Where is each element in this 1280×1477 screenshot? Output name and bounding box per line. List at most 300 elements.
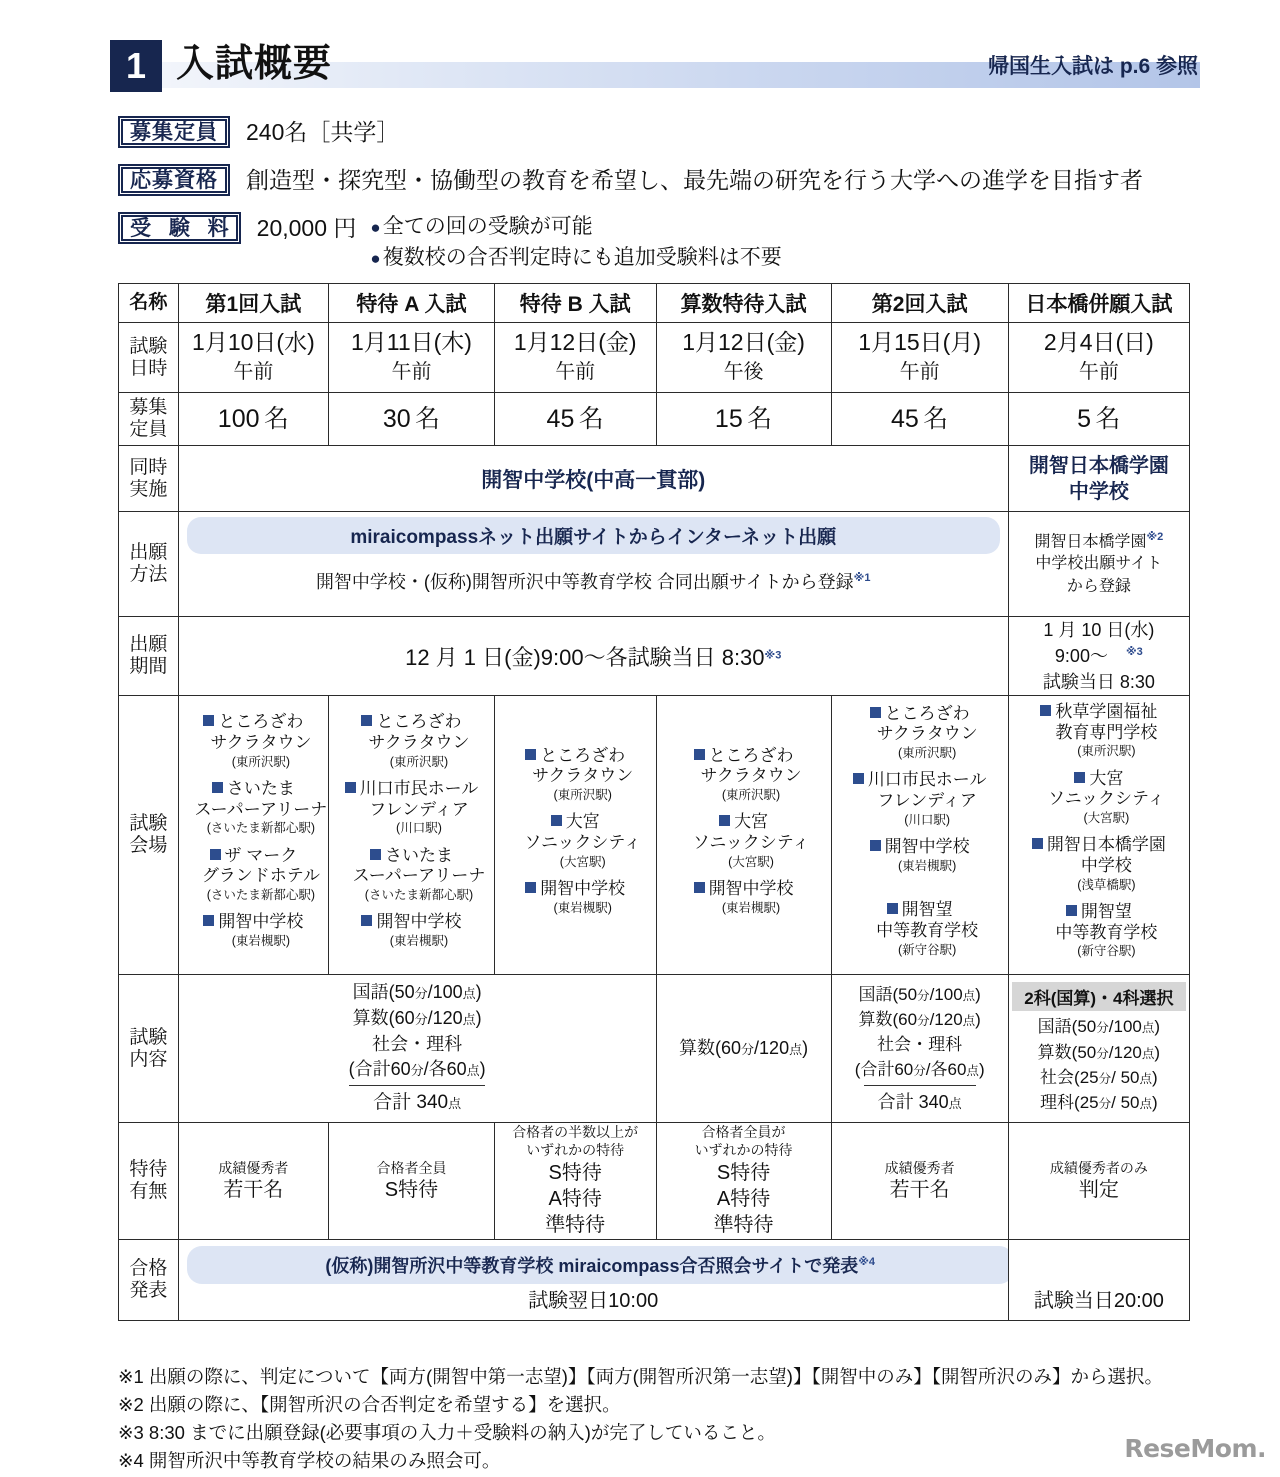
subject-name: 社会: [1040, 1067, 1075, 1087]
method-nb-superscript: ※2: [1146, 530, 1164, 543]
subject-detail: (50: [1071, 1042, 1097, 1062]
scholarship-caption: 合格者全員が: [701, 1124, 786, 1141]
venue-name-text: 秋草学園福祉: [1055, 701, 1158, 721]
subject-score: /100: [929, 984, 963, 1004]
square-bullet-icon: [210, 849, 221, 860]
column-header-exam-4: 算数特待入試: [656, 284, 831, 323]
summary-row-eligibility: [118, 164, 1143, 196]
venue-station: (東所沢駅): [553, 788, 612, 803]
subject-score: /120: [1108, 1042, 1142, 1062]
scholarship-caption: 成績優秀者: [218, 1159, 289, 1176]
scholarship-main: A特待: [716, 1188, 771, 1211]
venue-name-text: ところざわ: [884, 703, 970, 723]
summary-value-capacity: 240名［共学］: [246, 119, 400, 145]
method-nb-line3: から登録: [1066, 577, 1131, 595]
subject-score: /120: [427, 1007, 463, 1028]
square-bullet-icon: [1032, 838, 1043, 849]
venue-item: [657, 746, 831, 804]
square-bullet-icon: [887, 903, 898, 914]
content-line-social-science-detail: [179, 1057, 656, 1083]
simultaneous-school-nb-line2: 中学校: [1068, 480, 1129, 503]
quota-number: 100: [217, 404, 260, 433]
subject-score: /120: [754, 1038, 790, 1058]
venue-station: (大宮駅): [1083, 811, 1130, 826]
subject-score: /100: [427, 982, 463, 1003]
table-row-result: [119, 1239, 1190, 1320]
unit-points: 点: [462, 1011, 476, 1027]
venue-name-line2: サクラタウン: [700, 766, 802, 786]
venue-name-line1: [551, 812, 600, 831]
table-header-row: [119, 284, 1190, 323]
venue-name-text: 川口市民ホール: [867, 770, 987, 790]
column-header-exam-6: 日本橋併願入試: [1008, 284, 1189, 323]
venue-station: (浅草橋駅): [1077, 877, 1136, 892]
scholarship-main: S特待: [716, 1161, 771, 1184]
exam-date: 1月15日(月): [858, 328, 981, 355]
venue-name-line2: 中等教育学校: [876, 920, 979, 940]
venue-name-line1: [694, 746, 794, 765]
venue-name-line2: スーパーアリーナ: [352, 866, 486, 886]
subject-name: 算数: [352, 1007, 389, 1028]
result-main-time: 試験翌日10:00: [528, 1289, 659, 1312]
quota-unit: 名: [923, 404, 949, 433]
fee-bullet-list: [370, 212, 781, 274]
square-bullet-icon: [345, 782, 356, 793]
cell-quota-2: [329, 393, 495, 446]
cell-content-standard-2: [831, 975, 1008, 1123]
venue-name-text: 開智望: [901, 900, 953, 920]
watermark-text: ReseMom.: [1124, 1434, 1266, 1463]
unit-minutes: 分: [913, 1064, 926, 1079]
content-selection-highlight: 2科(国算)・4科選択: [1012, 982, 1186, 1011]
exam-time: 午前: [391, 361, 432, 384]
quota-unit: 名: [415, 404, 441, 433]
venue-station: (東岩槻駅): [897, 858, 957, 873]
subject-score: /100: [1108, 1017, 1142, 1037]
venue-name-line1: [870, 837, 970, 856]
venue-name-text: さいたま: [226, 778, 295, 798]
venue-item: [1009, 835, 1189, 893]
venue-item: [329, 846, 494, 904]
total-text: 合計 340: [373, 1091, 449, 1113]
square-bullet-icon: [694, 749, 705, 760]
venue-name-line1: [1040, 702, 1157, 721]
content-total-standard-2: [864, 1085, 976, 1116]
scholarship-main: 若干名: [223, 1178, 284, 1201]
square-bullet-icon: [870, 707, 881, 718]
cell-venue-5: [831, 696, 1008, 975]
square-bullet-icon: [203, 915, 214, 926]
venue-name-line1: [345, 779, 479, 798]
cell-method-nihonbashi: [1008, 512, 1189, 617]
venue-name-text: 開智中学校: [218, 912, 304, 932]
cell-method-main: [178, 512, 1008, 617]
table-row-period: [119, 617, 1190, 696]
exam-date: 1月12日(金): [513, 328, 637, 355]
square-bullet-icon: [1040, 705, 1051, 716]
venue-name-line2: フレンディア: [877, 791, 977, 811]
content-line-social-science: 社会・理科: [372, 1033, 463, 1054]
content-line-science: [1012, 1090, 1186, 1115]
row-label-quota: 募集 定員: [119, 393, 179, 446]
content-line-japanese: [832, 982, 1008, 1007]
table-row-quota: [119, 393, 1190, 446]
venue-item: [179, 846, 328, 904]
paren-close: ): [978, 1060, 985, 1080]
method-nb-line1: [1009, 530, 1189, 554]
venue-item: [832, 770, 1008, 828]
square-bullet-icon: [719, 815, 730, 826]
square-bullet-icon: [525, 882, 536, 893]
square-bullet-icon: [1066, 905, 1077, 916]
venue-name-text: 大宮: [565, 812, 600, 832]
venue-station: (川口駅): [904, 812, 951, 827]
cell-datetime-4: [656, 323, 831, 393]
page-title: 入試概要: [176, 43, 333, 85]
paren-close: ): [475, 982, 482, 1003]
cell-content-nihonbashi: [1008, 975, 1189, 1123]
venue-name-line1: [361, 712, 461, 731]
scholarship-caption2: いずれかの特待: [526, 1142, 625, 1159]
venue-name-line2: ソニックシティ: [1048, 789, 1165, 809]
subject-detail: (60: [892, 1010, 918, 1030]
venue-station: (東所沢駅): [721, 788, 781, 803]
period-nb-line3: 試験当日 8:30: [1042, 672, 1155, 693]
unit-minutes: 分: [917, 1014, 930, 1029]
venue-item: [1009, 702, 1189, 760]
page-header: [110, 40, 1200, 92]
paren-close: ): [1154, 1042, 1161, 1062]
venue-name-line1: [1066, 902, 1132, 921]
square-bullet-icon: [361, 715, 372, 726]
venue-item: [832, 837, 1008, 874]
venue-name-line1: [853, 770, 987, 789]
scholarship-main: 判定: [1078, 1178, 1119, 1201]
cell-quota-3: [494, 393, 656, 446]
result-banner: [187, 1246, 1014, 1284]
venue-name-text: 開智中学校: [708, 879, 794, 898]
quota-unit: 名: [263, 404, 289, 433]
bullet-dot-icon: ●: [370, 218, 381, 237]
period-nb-line2: [1009, 643, 1189, 669]
content-line-social-science: 社会・理科: [877, 1035, 963, 1055]
paren-close: ): [475, 1007, 482, 1028]
unit-minutes: 分: [410, 1063, 424, 1079]
subject-detail: (50: [1071, 1017, 1097, 1037]
cell-datetime-5: [831, 323, 1008, 393]
exam-time: 午前: [555, 361, 596, 384]
table-row-scholarship: [119, 1123, 1190, 1240]
scholarship-main: S特待: [384, 1178, 439, 1201]
unit-minutes: 分: [414, 1011, 428, 1027]
cell-venue-2: [329, 696, 495, 975]
subject-score: /各60: [423, 1059, 467, 1080]
venue-name-line2: サクラタウン: [876, 724, 978, 744]
cell-content-math-only: [656, 975, 831, 1123]
venue-station: (東岩槻駅): [389, 934, 449, 949]
period-nb-superscript: ※3: [1125, 646, 1143, 659]
square-bullet-icon: [870, 840, 881, 851]
column-header-exam-3: 特待 B 入試: [494, 284, 656, 323]
quota-unit: 名: [747, 404, 773, 433]
paren-close: ): [1152, 1067, 1158, 1087]
venue-name-line2: サクラタウン: [532, 766, 634, 786]
fee-bullet-text: 複数校の合否判定時にも追加受験料は不要: [382, 246, 782, 269]
unit-points: 点: [1141, 1021, 1155, 1036]
period-nb-line1: 1 月 10 日(水): [1043, 620, 1155, 640]
venue-name-line1: [361, 912, 461, 931]
result-banner-text: (仮称)開智所沢中等教育学校 miraicompass合否照会サイトで発表: [325, 1255, 859, 1276]
row-label-venue: 試験 会場: [119, 696, 179, 975]
venue-station: (新守谷駅): [897, 942, 957, 957]
cell-simultaneous-main: [178, 446, 1008, 512]
total-unit: 点: [948, 1095, 962, 1111]
exam-time: 午前: [233, 361, 274, 384]
subject-name: 国語: [1037, 1017, 1072, 1037]
venue-station: (さいたま新都心駅): [206, 888, 316, 903]
venue-name-text: ところざわ: [218, 712, 304, 732]
paren-close: ): [975, 984, 981, 1004]
scholarship-caption: 合格者の半数以上が: [512, 1124, 639, 1141]
summary-label-fee: 受 験 料: [118, 212, 241, 244]
row-label-period: 出願 期間: [119, 617, 179, 696]
unit-minutes: 分: [1098, 1071, 1112, 1086]
venue-station: (東所沢駅): [897, 746, 957, 761]
section-number-badge: 1: [110, 40, 162, 92]
table-row-content: [119, 975, 1190, 1123]
exam-time: 午前: [1078, 361, 1119, 384]
content-line-math: [1012, 1040, 1186, 1065]
paren-close: ): [802, 1038, 809, 1058]
paren-close: ): [975, 1010, 981, 1030]
cell-content-standard: [178, 975, 656, 1123]
fee-bullet-item: [370, 212, 781, 243]
exam-date: 1月11日(木): [350, 328, 472, 355]
row-label-result: 合格 発表: [119, 1239, 179, 1320]
venue-name-text: 開智望: [1080, 902, 1132, 921]
cell-result-main: [178, 1239, 1008, 1320]
square-bullet-icon: [853, 773, 864, 784]
venue-item: [179, 779, 328, 837]
summary-row-fee: [118, 212, 782, 274]
venue-name-line1: [203, 712, 303, 731]
unit-points: 点: [962, 1014, 976, 1029]
content-line-japanese: [1012, 1014, 1186, 1039]
subject-detail: (合計60: [854, 1060, 914, 1080]
total-text: 合計 340: [877, 1091, 949, 1112]
venue-name-text: ザ マーク: [224, 845, 298, 865]
venue-name-text: さいたま: [384, 845, 453, 865]
cell-venue-4: [656, 696, 831, 975]
cell-datetime-6: [1008, 323, 1189, 393]
table-row-venue: [119, 696, 1190, 975]
fee-bullet-text: 全ての回の受験が可能: [382, 215, 593, 238]
venue-item: [1009, 902, 1189, 960]
unit-minutes: 分: [1096, 1046, 1109, 1061]
period-main-superscript: ※3: [764, 649, 782, 662]
venue-station: (大宮駅): [559, 854, 606, 869]
admissions-table: [118, 283, 1190, 1321]
table-row-datetime: [119, 323, 1190, 393]
subject-name: 算数: [858, 1010, 893, 1030]
column-header-exam-5: 第2回入試: [831, 284, 1008, 323]
venue-item: [329, 712, 494, 770]
cell-scholarship-3: [494, 1123, 656, 1240]
cell-scholarship-5: [831, 1123, 1008, 1240]
venue-name-line2: 教育専門学校: [1055, 722, 1158, 742]
table-row-method: [119, 512, 1190, 617]
subject-detail: (50: [388, 982, 415, 1003]
scholarship-main: S特待: [548, 1161, 602, 1184]
venue-item: [179, 912, 328, 949]
scholarship-caption: 成績優秀者のみ: [1049, 1159, 1148, 1176]
quota-number: 15: [714, 404, 743, 433]
venue-item: [179, 712, 328, 770]
venue-name-line2: フレンディア: [369, 799, 469, 819]
unit-points: 点: [466, 1063, 480, 1079]
venue-station: (東岩槻駅): [231, 934, 291, 949]
simultaneous-school-nb-line1: 開智日本橋学園: [1028, 454, 1169, 477]
venue-item: [832, 704, 1008, 762]
row-label-scholarship: 特待 有無: [119, 1123, 179, 1240]
exam-date: 1月12日(金): [682, 328, 805, 355]
row-label-method: 出願 方法: [119, 512, 179, 617]
venue-name-text: 大宮: [1089, 768, 1124, 788]
footnote-2: ※2 出願の際に、【開智所沢の合否判定を希望する】を選択。: [118, 1394, 621, 1416]
venue-item: [1009, 769, 1189, 827]
subject-detail: 算数(60: [679, 1038, 742, 1058]
row-label-content: 試験 内容: [119, 975, 179, 1123]
venue-name-line1: [525, 746, 625, 765]
venue-station: (さいたま新都心駅): [206, 821, 316, 836]
venue-station: (新守谷駅): [1077, 944, 1136, 959]
venue-name-line1: [1032, 835, 1166, 854]
venue-name-line1: [370, 846, 453, 865]
summary-label-capacity: 募集定員: [118, 116, 230, 148]
method-note-superscript: ※1: [853, 572, 871, 584]
venue-name-line1: [212, 779, 295, 798]
unit-points: 点: [1141, 1046, 1155, 1061]
venue-name-line2: ソニックシティ: [524, 833, 641, 853]
venue-station: (東岩槻駅): [553, 900, 612, 915]
fee-bullet-item: [370, 243, 781, 274]
unit-minutes: 分: [741, 1042, 755, 1057]
unit-minutes: 分: [1098, 1096, 1112, 1111]
quota-number: 30: [382, 404, 411, 433]
subject-name: 理科: [1040, 1092, 1075, 1112]
venue-item: [329, 912, 494, 949]
unit-points: 点: [1139, 1071, 1152, 1086]
subject-name: 国語: [858, 984, 893, 1004]
square-bullet-icon: [203, 715, 214, 726]
result-banner-superscript: ※4: [858, 1255, 876, 1268]
unit-minutes: 分: [1096, 1021, 1109, 1036]
total-unit: 点: [448, 1095, 462, 1111]
square-bullet-icon: [551, 815, 562, 826]
unit-points: 点: [966, 1064, 979, 1079]
scholarship-caption2: いずれかの特待: [694, 1142, 793, 1159]
venue-station: (大宮駅): [728, 854, 774, 869]
period-main-text: 12 月 1 日(金)9:00～各試験当日 8:30: [405, 644, 765, 670]
square-bullet-icon: [370, 849, 381, 860]
scholarship-caption: 合格者全員: [376, 1159, 447, 1176]
square-bullet-icon: [1074, 772, 1085, 783]
unit-points: 点: [789, 1042, 803, 1057]
content-line-math-only: [657, 1036, 831, 1062]
row-label-datetime: 試験 日時: [119, 323, 179, 393]
venue-name-line1: [1074, 769, 1123, 788]
cell-period-nihonbashi: [1008, 617, 1189, 696]
venue-name-text: 開智日本橋学園: [1046, 835, 1166, 855]
result-nb-time: 試験当日20:00: [1033, 1289, 1164, 1312]
column-header-exam-1: 第1回入試: [178, 284, 328, 323]
quota-number: 45: [546, 404, 575, 433]
content-line-social-science-detail: [832, 1057, 1008, 1082]
venue-item: [832, 900, 1008, 958]
subject-detail: (合計60: [348, 1059, 411, 1080]
subject-detail: (25: [1074, 1067, 1099, 1087]
scholarship-main: A特待: [548, 1188, 602, 1211]
cell-scholarship-2: [329, 1123, 495, 1240]
footnotes: [118, 1363, 1208, 1475]
quota-unit: 名: [1095, 404, 1121, 433]
cell-quota-6: [1008, 393, 1189, 446]
content-line-social: [1012, 1065, 1186, 1090]
cell-datetime-1: [178, 323, 328, 393]
quota-number: 5: [1077, 404, 1092, 433]
venue-item: [495, 746, 656, 804]
subject-detail: (50: [892, 984, 918, 1004]
quota-number: 45: [891, 404, 919, 433]
scholarship-main: 準特待: [545, 1214, 606, 1237]
venue-name-line2: 中等教育学校: [1055, 922, 1158, 942]
venue-name-line2: ソニックシティ: [692, 833, 810, 853]
square-bullet-icon: [212, 782, 223, 793]
venue-name-text: ところざわ: [540, 745, 626, 765]
venue-name-text: ところざわ: [376, 712, 462, 732]
venue-item: [495, 812, 656, 870]
subject-score: /120: [929, 1010, 963, 1030]
venue-name-line1: [210, 846, 298, 865]
venue-station: (東所沢駅): [1077, 744, 1136, 759]
venue-name-text: 開智中学校: [884, 837, 970, 857]
venue-name-line1: [719, 812, 768, 831]
subject-score: / 50: [1111, 1092, 1140, 1112]
subject-detail: (60: [388, 1007, 415, 1028]
period-nb-text2: 9:00～: [1054, 646, 1108, 667]
venue-station: (川口駅): [396, 821, 442, 836]
content-line-japanese: [179, 980, 656, 1006]
subject-score: /各60: [925, 1060, 967, 1080]
cell-scholarship-4: [656, 1123, 831, 1240]
simultaneous-school-main: 開智中学校(中高一貫部): [481, 468, 706, 492]
cell-scholarship-1: [178, 1123, 328, 1240]
method-nb-text1: 開智日本橋学園: [1034, 533, 1147, 551]
cell-quota-1: [178, 393, 328, 446]
quota-unit: 名: [578, 404, 604, 433]
venue-station: (さいたま新都心駅): [364, 888, 474, 903]
venue-name-line2: サクラタウン: [210, 732, 312, 752]
cell-datetime-3: [494, 323, 656, 393]
venue-name-line1: [887, 900, 953, 919]
method-banner: miraicompassネット出願サイトからインターネット出願: [187, 517, 1000, 554]
venue-name-line1: [525, 879, 625, 898]
cell-result-nihonbashi: [1008, 1239, 1189, 1320]
unit-points: 点: [962, 988, 976, 1003]
square-bullet-icon: [694, 882, 705, 893]
bullet-dot-icon: ●: [370, 249, 381, 268]
exam-date: 2月4日(日): [1043, 328, 1154, 355]
